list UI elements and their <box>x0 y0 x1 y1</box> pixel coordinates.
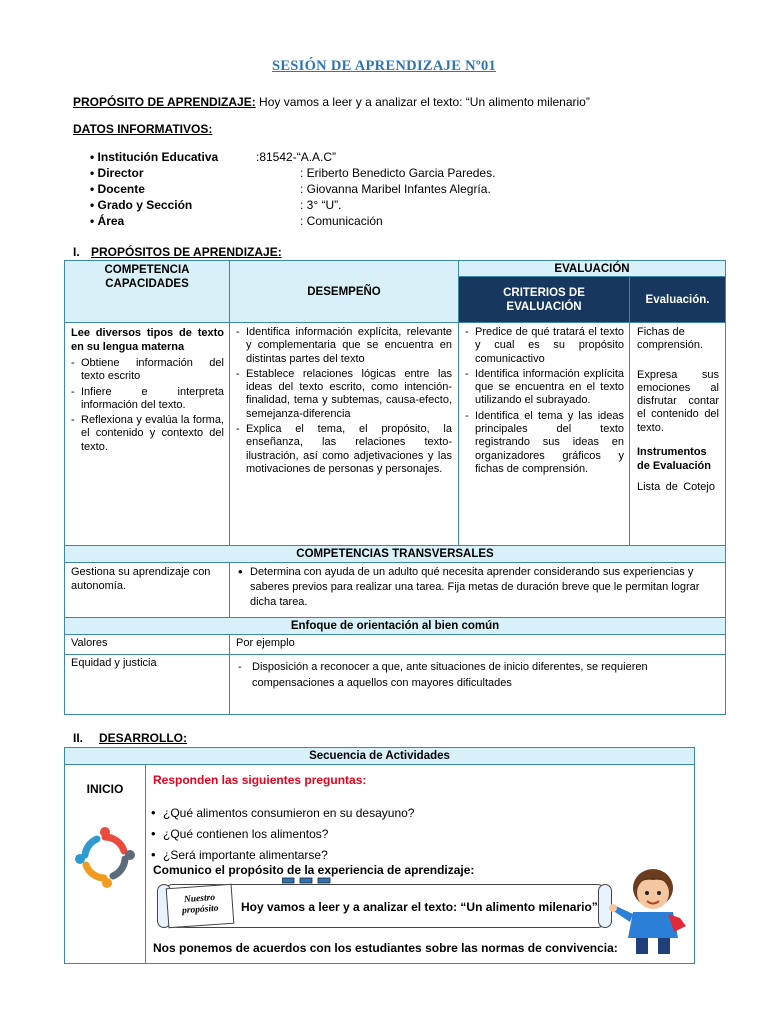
section-number: I. <box>73 245 80 259</box>
pregunta-item: • ¿Qué alimentos consumieron en su desayuno? <box>149 803 414 824</box>
info-value: : 3° “U”. <box>300 198 342 212</box>
criterios-cell <box>458 322 630 546</box>
transversales-label: COMPETENCIAS TRANSVERSALES <box>296 548 494 560</box>
header-competencia <box>64 260 230 323</box>
section-number: II. <box>73 731 84 745</box>
info-label: • Grado y Sección <box>90 198 193 212</box>
equidad-label: Equidad y justicia <box>71 657 157 669</box>
enfoque-label: Enfoque de orientación al bien común <box>290 620 500 632</box>
banner-dashes <box>282 876 342 886</box>
por-ejemplo-label: Por ejemplo <box>236 637 295 649</box>
header-eval <box>629 276 726 323</box>
valores-cell <box>64 634 230 655</box>
header-capacidades-label: CAPACIDADES <box>105 278 189 290</box>
teamwork-icon <box>73 825 137 889</box>
eval-expresa: Expresa sus emociones al disfrutar contar el contenido del texto. <box>637 368 719 434</box>
section-heading-1 <box>73 245 282 259</box>
equidad-cell <box>64 654 230 715</box>
pregunta-item: • ¿Será importante alimentarse? <box>149 845 414 866</box>
info-label: • Director <box>90 166 144 180</box>
desempeno-item: - Identifica información explícita, relevante y complementaria que se encuentra en distintas partes del texto <box>236 326 452 366</box>
competencia-cell <box>64 322 230 546</box>
section-heading-2 <box>73 731 187 745</box>
pregunta-item: • ¿Qué contienen los alimentos? <box>149 824 414 845</box>
normas-heading: Nos ponemos de acuerdos con los estudiantes sobre las normas de convivencia: <box>153 941 618 955</box>
info-value: :81542-“A.A.C” <box>256 150 337 164</box>
datos-heading: DATOS INFORMATIVOS: <box>73 122 213 136</box>
desempeno-item: - Explica el tema, el propósito, la enseñanza, las relaciones texto-ilustración, así como adjetivaciones y las motivaciones de personas y personajes. <box>236 423 452 476</box>
purpose-line <box>73 95 590 109</box>
page-title: SESIÓN DE APRENDIZAJE Nº01 <box>271 58 497 74</box>
nuestro-proposito-tag: Nuestro propósito <box>166 884 235 929</box>
eval-lista: Lista de Cotejo <box>637 481 715 494</box>
competencia-title: Lee diversos tipos de texto en su lengua materna <box>71 327 224 353</box>
purpose-banner <box>157 880 612 932</box>
capacidad-item: - Infiere e interpreta información del texto. <box>71 386 224 413</box>
banner-text: Hoy vamos a leer y a analizar el texto: “Un alimento milenario” <box>241 900 598 914</box>
info-value: : Eriberto Benedicto Garcia Paredes. <box>300 166 496 180</box>
inicio-cell <box>64 764 146 964</box>
student-illustration <box>608 866 698 956</box>
capacidad-item: - Reflexiona y evalúa la forma, el contenido y contexto del texto. <box>71 414 224 454</box>
info-label: • Área <box>90 214 125 228</box>
desempeno-item: - Establece relaciones lógicas entre las ideas del texto escrito, como intención-finalidad, tema y subtemas, causa-efecto, semejanza-diferencia <box>236 368 452 421</box>
criterio-item: - Identifica información explícita que se encuentra en el texto utilizando el subrayado. <box>465 368 624 408</box>
valores-label: Valores <box>71 637 108 649</box>
header-eval-label: Evaluación. <box>645 293 710 306</box>
eval-instrumentos: Instrumentos de Evaluación <box>637 446 711 473</box>
section-title: PROPÓSITOS DE APRENDIZAJE: <box>91 245 282 259</box>
secuencia-header <box>64 747 695 765</box>
secuencia-label: Secuencia de Actividades <box>309 750 450 762</box>
criterio-item: - Identifica el tema y las ideas principales del texto registrando sus ideas en organizadores gráficos y fichas de comprensión. <box>465 410 624 476</box>
comunico-heading: Comunico el propósito de la experiencia de aprendizaje: <box>153 863 475 877</box>
header-criterios <box>458 276 630 323</box>
header-competencia-label: COMPETENCIA <box>104 264 190 276</box>
info-value: : Giovanna Maribel Infantes Alegría. <box>300 182 491 196</box>
purpose-text: Hoy vamos a leer y a analizar el texto: “Un alimento milenario” <box>255 95 590 109</box>
header-desempeno <box>229 260 459 323</box>
enfoque-header <box>64 617 726 635</box>
header-evaluacion-label: EVALUACIÓN <box>554 262 630 275</box>
eval-cell <box>629 322 726 546</box>
header-evaluacion <box>458 260 726 277</box>
criterio-item: - Predice de qué tratará el texto y cual es su propósito comunicactivo <box>465 326 624 366</box>
header-criterios-label: CRITERIOS DE EVALUACIÓN <box>503 286 585 313</box>
transversal-right <box>229 562 726 618</box>
transversales-header <box>64 545 726 563</box>
capacidad-item: - Obtiene información del texto escrito <box>71 357 224 384</box>
transversal-desempeno: • Determina con ayuda de un adulto qué necesita aprender considerando sus experiencias y saberes previos para realizar una tarea. Fija metas de duración breve que le permitan lograr dicha tarea. <box>236 565 717 610</box>
desempeno-cell <box>229 322 459 546</box>
info-label: • Institución Educativa <box>90 150 219 164</box>
por-ejemplo-cell <box>229 634 726 655</box>
transversal-left <box>64 562 230 618</box>
transversal-competencia: Gestiona su aprendizaje con autonomía. <box>71 566 211 592</box>
equidad-text-cell <box>229 654 726 715</box>
header-desempeno-label: DESEMPEÑO <box>307 285 381 298</box>
purpose-label: PROPÓSITO DE APRENDIZAJE: <box>73 95 256 109</box>
info-label: • Docente <box>90 182 145 196</box>
section-title: DESARROLLO: <box>99 731 187 745</box>
eval-fichas: Fichas de comprensión. <box>637 326 704 352</box>
responden-heading: Responden las siguientes preguntas: <box>153 773 367 787</box>
info-value: : Comunicación <box>300 214 383 228</box>
equidad-text: - Disposición a reconocer a que, ante situaciones de inicio diferentes, se requieren compensaciones a aquellos con mayores dificultades <box>238 659 715 691</box>
inicio-label: INICIO <box>86 782 124 796</box>
